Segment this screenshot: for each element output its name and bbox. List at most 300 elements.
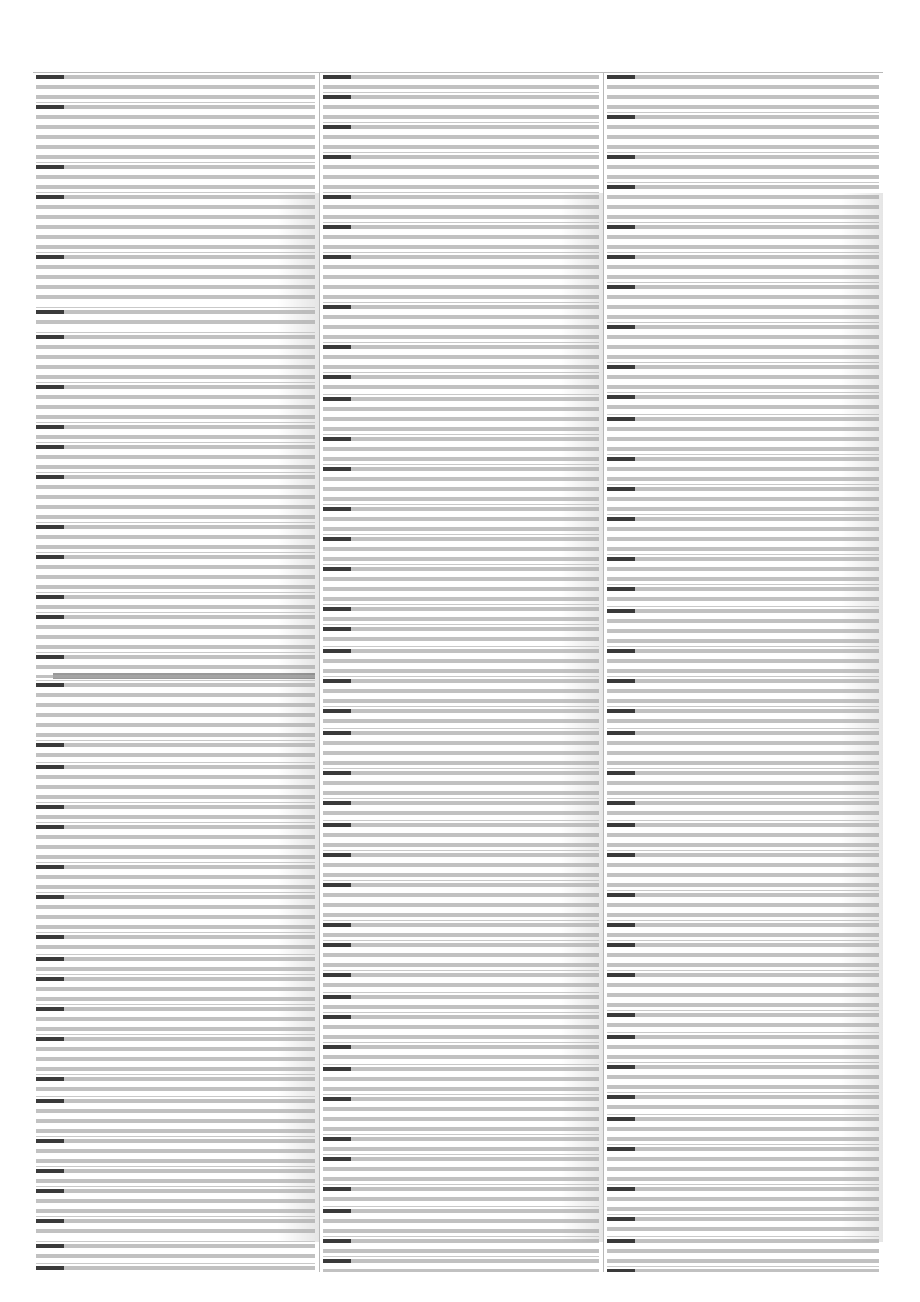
entry-heading-mark: [607, 1269, 635, 1272]
entry-heading-mark: [36, 1099, 64, 1103]
entry-heading-mark: [36, 805, 64, 809]
text-lines: [607, 185, 879, 220]
text-lines: [323, 467, 599, 502]
entry-heading-mark: [607, 973, 635, 977]
glossary-entry: [607, 363, 879, 393]
text-lines: [323, 537, 599, 562]
text-lines: [323, 771, 599, 796]
entry-heading-mark: [323, 771, 351, 775]
glossary-entry: [607, 183, 879, 223]
glossary-entry: [323, 1155, 599, 1185]
entry-heading-mark: [36, 310, 64, 314]
glossary-entry: [36, 1035, 315, 1075]
entry-heading-mark: [36, 475, 64, 479]
entry-heading-mark: [607, 285, 635, 289]
entry-heading-mark: [323, 823, 351, 827]
entry-heading-mark: [607, 1013, 635, 1017]
entry-heading-mark: [36, 865, 64, 869]
glossary-entry: [607, 891, 879, 921]
glossary-entry: [607, 1033, 879, 1063]
glossary-entry: [36, 193, 315, 253]
text-lines: [323, 1067, 599, 1092]
entry-heading-mark: [36, 525, 64, 529]
glossary-entry: [36, 975, 315, 1005]
text-lines: [323, 823, 599, 848]
text-lines: [323, 1209, 599, 1234]
text-lines: [607, 1013, 879, 1030]
text-lines: [607, 417, 879, 452]
text-lines: [607, 801, 879, 818]
text-lines: [323, 709, 599, 726]
entry-heading-mark: [607, 649, 635, 653]
entry-heading-mark: [36, 895, 64, 899]
text-lines: [323, 607, 599, 622]
entry-heading-mark: [607, 1147, 635, 1151]
glossary-entry: [323, 1065, 599, 1095]
glossary-entry: [323, 851, 599, 881]
text-lines: [36, 865, 315, 890]
glossary-entry: [323, 821, 599, 851]
glossary-entry: [323, 93, 599, 123]
glossary-entry: [607, 821, 879, 851]
text-lines: [36, 335, 315, 380]
text-lines: [323, 225, 599, 250]
text-lines: [607, 155, 879, 180]
entry-heading-mark: [36, 1077, 64, 1081]
text-lines: [607, 649, 879, 674]
glossary-entry: [323, 729, 599, 769]
glossary-entry: [36, 73, 315, 103]
text-lines: [36, 1139, 315, 1164]
text-lines: [323, 995, 599, 1010]
glossary-entry: [607, 555, 879, 585]
text-lines: [323, 1239, 599, 1254]
entry-heading-mark: [323, 375, 351, 379]
glossary-entry: [323, 1095, 599, 1135]
text-lines: [323, 567, 599, 602]
entry-heading-mark: [36, 595, 64, 599]
entry-heading-mark: [607, 457, 635, 461]
entry-heading-mark: [607, 395, 635, 399]
text-lines: [36, 105, 315, 160]
entry-heading-mark: [323, 1067, 351, 1071]
entry-heading-mark: [323, 1157, 351, 1161]
text-lines: [607, 1269, 879, 1272]
text-lines: [607, 823, 879, 848]
text-lines: [36, 165, 315, 190]
text-lines: [323, 507, 599, 532]
glossary-entry: [607, 113, 879, 153]
glossary-entry: [607, 1145, 879, 1185]
glossary-entry: [607, 585, 879, 607]
glossary-entry: [36, 1264, 315, 1272]
glossary-entry: [607, 971, 879, 1011]
entry-heading-mark: [607, 709, 635, 713]
text-lines: [323, 1157, 599, 1182]
left-column: [33, 72, 319, 1272]
entry-heading-mark: [323, 801, 351, 805]
entry-heading-mark: [36, 1219, 64, 1223]
entry-heading-mark: [607, 225, 635, 229]
text-lines: [607, 1035, 879, 1060]
entry-heading-mark: [323, 1137, 351, 1141]
entry-heading-mark: [36, 165, 64, 169]
entry-heading-mark: [36, 385, 64, 389]
entry-heading-mark: [323, 627, 351, 631]
text-lines: [607, 1117, 879, 1142]
text-lines: [36, 935, 315, 952]
entry-heading-mark: [36, 977, 64, 981]
entry-heading-mark: [36, 105, 64, 109]
entry-heading-mark: [323, 1187, 351, 1191]
glossary-entry: [36, 593, 315, 613]
text-lines: [323, 75, 599, 90]
entry-heading-mark: [607, 853, 635, 857]
entry-heading-mark: [36, 825, 64, 829]
entry-heading-mark: [607, 1187, 635, 1191]
glossary-entry: [607, 323, 879, 363]
entry-heading-mark: [323, 679, 351, 683]
entry-heading-mark: [323, 397, 351, 401]
glossary-entry: [36, 955, 315, 975]
text-lines: [323, 1045, 599, 1062]
entry-heading-mark: [607, 325, 635, 329]
glossary-entry: [607, 1063, 879, 1093]
entry-heading-mark: [36, 655, 64, 659]
entry-heading-mark: [323, 345, 351, 349]
entry-heading-mark: [323, 943, 351, 947]
glossary-entry: [323, 1043, 599, 1065]
glossary-entry: [36, 613, 315, 653]
glossary-entry: [323, 153, 599, 193]
glossary-entry: [323, 253, 599, 303]
text-lines: [607, 557, 879, 582]
text-lines: [323, 853, 599, 878]
text-lines: [607, 457, 879, 482]
text-lines: [36, 765, 315, 800]
glossary-entry: [607, 707, 879, 729]
text-lines: [607, 325, 879, 360]
text-lines: [607, 1239, 879, 1264]
entry-heading-mark: [607, 1095, 635, 1099]
text-lines: [36, 555, 315, 590]
glossary-entry: [36, 823, 315, 863]
text-lines: [607, 225, 879, 250]
entry-heading-mark: [607, 801, 635, 805]
glossary-entry: [323, 1013, 599, 1043]
text-lines: [36, 1037, 315, 1072]
entry-heading-mark: [323, 973, 351, 977]
glossary-entry: [36, 523, 315, 553]
text-lines: [607, 943, 879, 968]
glossary-entry: [36, 553, 315, 593]
entry-heading-mark: [36, 255, 64, 259]
entry-heading-mark: [607, 75, 635, 79]
glossary-entry: [323, 1135, 599, 1155]
glossary-entry: [36, 163, 315, 193]
entry-heading-mark: [607, 609, 635, 613]
text-lines: [36, 895, 315, 930]
text-lines: [36, 445, 315, 470]
glossary-entry: [323, 769, 599, 799]
glossary-entry: [607, 1185, 879, 1215]
text-lines: [36, 75, 315, 100]
glossary-entry: [323, 993, 599, 1013]
glossary-entry: [323, 303, 599, 343]
text-lines: [323, 731, 599, 766]
glossary-entry: [607, 647, 879, 677]
text-lines: [607, 517, 879, 552]
glossary-entry: [36, 333, 315, 383]
glossary-entry: [607, 1215, 879, 1237]
text-lines: [36, 977, 315, 1002]
text-lines: [607, 1147, 879, 1182]
entry-heading-mark: [607, 771, 635, 775]
glossary-entry: [323, 799, 599, 821]
text-lines: [323, 1015, 599, 1040]
glossary-entry: [36, 383, 315, 423]
glossary-entry: [36, 1075, 315, 1097]
entry-heading-mark: [36, 1266, 64, 1270]
entry-heading-mark: [36, 1139, 64, 1143]
text-lines: [323, 397, 599, 432]
entry-heading-mark: [36, 445, 64, 449]
entry-heading-mark: [607, 679, 635, 683]
glossary-entry: [607, 799, 879, 821]
entry-heading-mark: [607, 255, 635, 259]
entry-heading-mark: [607, 417, 635, 421]
text-lines: [36, 615, 315, 650]
glossary-entry: [607, 1267, 879, 1272]
text-lines: [323, 627, 599, 644]
text-lines: [36, 385, 315, 420]
text-lines: [607, 771, 879, 796]
text-lines: [607, 973, 879, 1008]
glossary-entry: [323, 605, 599, 625]
entry-heading-mark: [323, 1015, 351, 1019]
glossary-entry: [607, 1093, 879, 1115]
entry-heading-mark: [323, 1259, 351, 1263]
text-lines: [36, 1007, 315, 1032]
text-lines: [323, 95, 599, 120]
text-lines: [36, 805, 315, 820]
entry-heading-mark: [607, 115, 635, 119]
entry-heading-mark: [36, 765, 64, 769]
entry-heading-mark: [607, 823, 635, 827]
text-lines: [607, 1217, 879, 1234]
glossary-entry: [323, 535, 599, 565]
text-lines: [607, 285, 879, 320]
text-lines: [323, 1097, 599, 1132]
entry-heading-mark: [36, 425, 64, 429]
entry-heading-mark: [36, 957, 64, 961]
text-lines: [607, 365, 879, 390]
text-lines: [607, 75, 879, 110]
entry-heading-mark: [36, 743, 64, 747]
middle-column: [319, 72, 603, 1272]
text-lines: [36, 1099, 315, 1134]
glossary-entry: [36, 863, 315, 893]
glossary-entry: [323, 881, 599, 921]
text-lines: [607, 1187, 879, 1212]
text-lines: [36, 1077, 315, 1094]
entry-heading-mark: [36, 615, 64, 619]
entry-heading-mark: [323, 709, 351, 713]
glossary-entry: [36, 1097, 315, 1137]
glossary-entry: [36, 443, 315, 473]
text-lines: [36, 195, 315, 250]
entry-heading-mark: [36, 1169, 64, 1173]
text-lines: [323, 195, 599, 220]
text-lines: [323, 305, 599, 340]
entry-heading-mark: [607, 943, 635, 947]
entry-heading-mark: [36, 555, 64, 559]
entry-heading-mark: [323, 507, 351, 511]
glossary-entry: [323, 1257, 599, 1272]
glossary-entry: [607, 729, 879, 769]
entry-heading-mark: [323, 95, 351, 99]
text-lines: [607, 893, 879, 918]
glossary-entry: [36, 933, 315, 955]
text-lines: [607, 679, 879, 704]
entry-heading-mark: [36, 195, 64, 199]
glossary-entry: [323, 941, 599, 971]
glossary-entry: [323, 435, 599, 465]
glossary-entry: [607, 485, 879, 515]
entry-heading-mark: [607, 1035, 635, 1039]
entry-heading-mark: [323, 255, 351, 259]
text-lines: [607, 923, 879, 938]
glossary-entry: [323, 73, 599, 93]
glossary-entry: [323, 707, 599, 729]
text-lines: [323, 1259, 599, 1272]
entry-heading-mark: [36, 335, 64, 339]
glossary-entry: [323, 505, 599, 535]
text-lines: [36, 1169, 315, 1184]
text-lines: [607, 115, 879, 150]
text-lines: [607, 853, 879, 888]
entry-heading-mark: [36, 1037, 64, 1041]
text-lines: [36, 255, 315, 305]
glossary-entry: [36, 763, 315, 803]
entry-heading-mark: [36, 75, 64, 79]
entry-heading-mark: [607, 923, 635, 927]
text-lines: [36, 743, 315, 760]
entry-heading-mark: [323, 305, 351, 309]
text-lines: [323, 255, 599, 300]
entry-heading-mark: [323, 1045, 351, 1049]
text-lines: [323, 437, 599, 462]
glossary-entry: [36, 681, 315, 741]
text-lines: [323, 1187, 599, 1204]
glossary-entry: [323, 1237, 599, 1257]
entry-heading-mark: [607, 365, 635, 369]
glossary-entry: [323, 343, 599, 373]
glossary-entry: [36, 1137, 315, 1167]
text-lines: [607, 395, 879, 412]
text-lines: [323, 801, 599, 818]
glossary-entry: [607, 1115, 879, 1145]
entry-heading-mark: [36, 935, 64, 939]
entry-heading-mark: [323, 467, 351, 471]
entry-heading-mark: [607, 1239, 635, 1243]
glossary-entry: [607, 73, 879, 113]
glossary-entry: [323, 565, 599, 605]
glossary-entry: [323, 647, 599, 677]
entry-heading-mark: [323, 853, 351, 857]
glossary-entry: [607, 769, 879, 799]
glossary-entry: [323, 1185, 599, 1207]
text-lines: [323, 125, 599, 150]
entry-heading-mark: [323, 731, 351, 735]
entry-heading-mark: [323, 995, 351, 999]
glossary-entry: [607, 393, 879, 415]
text-lines: [36, 525, 315, 550]
glossary-entry: [607, 153, 879, 183]
text-lines: [323, 649, 599, 674]
entry-heading-mark: [607, 893, 635, 897]
text-lines: [323, 679, 599, 704]
entry-heading-mark: [607, 587, 635, 591]
glossary-entry: [607, 1011, 879, 1033]
entry-heading-mark: [323, 883, 351, 887]
entry-heading-mark: [323, 923, 351, 927]
entry-heading-mark: [607, 155, 635, 159]
glossary-entry: [323, 677, 599, 707]
text-lines: [607, 255, 879, 280]
entry-heading-mark: [607, 185, 635, 189]
glossary-entry: [323, 625, 599, 647]
glossary-entry: [36, 741, 315, 763]
text-lines: [36, 1219, 315, 1239]
glossary-entry: [607, 607, 879, 647]
entry-heading-mark: [607, 1065, 635, 1069]
glossary-entry: [36, 803, 315, 823]
glossary-entry: [36, 1167, 315, 1187]
text-lines: [36, 655, 315, 678]
glossary-entry: [323, 395, 599, 435]
text-lines: [323, 883, 599, 918]
glossary-entry: [36, 893, 315, 933]
glossary-entry: [36, 423, 315, 443]
entry-heading-mark: [36, 1189, 64, 1193]
text-lines: [323, 943, 599, 968]
glossary-entry: [323, 223, 599, 253]
entry-heading-mark: [36, 1244, 64, 1248]
glossary-entry: [323, 193, 599, 223]
glossary-entry: [607, 283, 879, 323]
glossary-entry: [607, 455, 879, 485]
glossary-entry: [36, 473, 315, 523]
glossary-entry: [36, 1217, 315, 1242]
entry-heading-mark: [323, 1209, 351, 1213]
text-lines: [607, 1095, 879, 1112]
entry-heading-mark: [607, 1117, 635, 1121]
text-lines: [36, 1266, 315, 1272]
glossary-entry: [607, 515, 879, 555]
text-lines: [36, 310, 315, 330]
text-lines: [607, 587, 879, 604]
text-lines: [36, 425, 315, 440]
glossary-entry: [36, 653, 315, 681]
text-lines: [323, 375, 599, 392]
text-lines: [36, 683, 315, 738]
text-lines: [607, 1065, 879, 1090]
glossary-entry: [36, 1242, 315, 1264]
entry-heading-mark: [323, 75, 351, 79]
entry-heading-mark: [323, 567, 351, 571]
glossary-entry: [607, 921, 879, 941]
